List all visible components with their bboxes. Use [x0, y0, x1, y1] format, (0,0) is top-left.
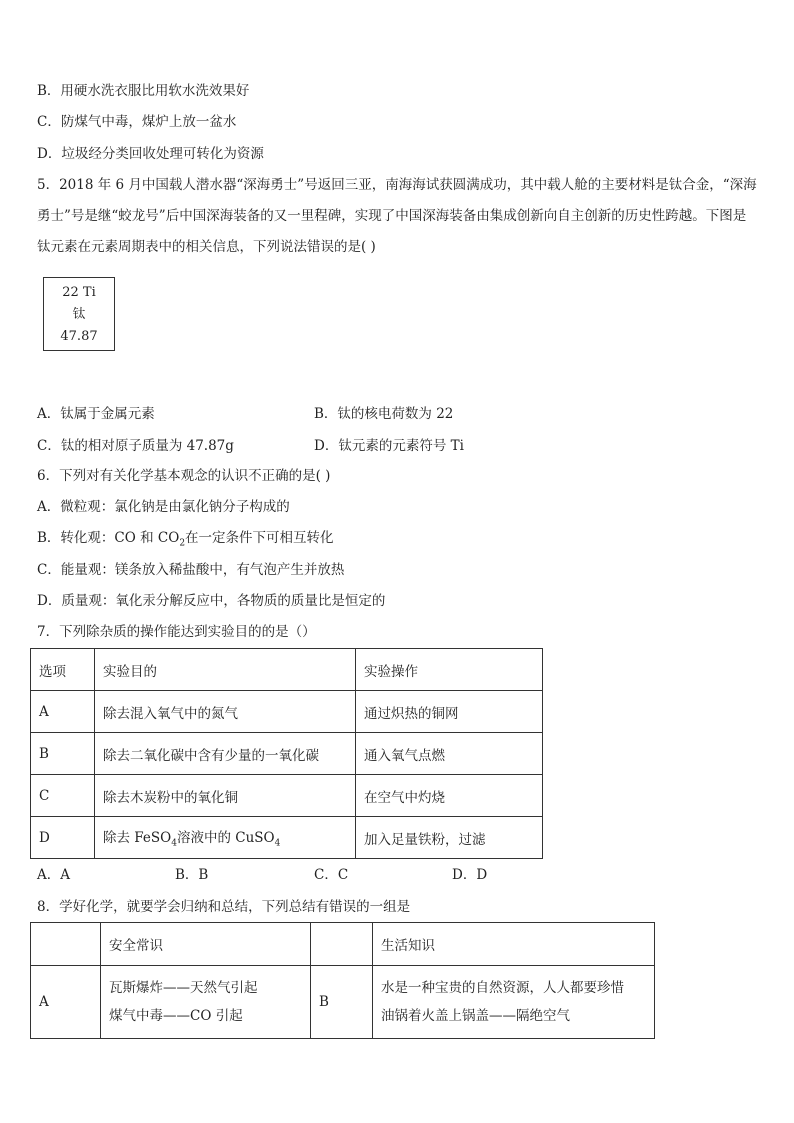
q6-option-c: C．能量观：镁条放入稀盐酸中，有气泡产生并放热	[37, 562, 345, 578]
header-goal: 实验目的	[95, 649, 356, 691]
row-option: C	[31, 775, 95, 817]
table-row	[31, 691, 543, 733]
row-label-a: A	[31, 966, 101, 1039]
q7-answer-a: A．A	[37, 867, 70, 883]
row-a-content	[101, 966, 311, 1039]
q7-answer-b: B．B	[175, 867, 209, 883]
q7-table	[30, 648, 543, 859]
header-safety: 安全常识	[101, 923, 311, 966]
titanium-element-box	[43, 277, 115, 351]
row-operation: 在空气中灼烧	[356, 775, 543, 817]
q6-option-a: A．微粒观：氯化钠是由氯化钠分子构成的	[37, 499, 290, 515]
q5-option-b: B．钛的核电荷数为 22	[314, 406, 454, 422]
table-row	[31, 817, 543, 859]
q8-stem: 8．学好化学，就要学会归纳和总结，下列总结有错误的一组是	[37, 899, 411, 915]
row-goal	[95, 817, 356, 859]
row-b-line: 水是一种宝贵的自然资源，人人都要珍惜	[381, 980, 624, 996]
row-b-content	[373, 966, 655, 1039]
header-life: 生活知识	[373, 923, 655, 966]
element-number-symbol: 22 Ti	[62, 285, 96, 300]
table-header-row	[31, 923, 655, 966]
row-option: A	[31, 691, 95, 733]
element-name: 钛	[72, 307, 86, 322]
q6-b-sub: 2	[179, 538, 186, 549]
q6-option-b	[37, 528, 334, 554]
row-goal: 除去二氧化碳中含有少量的一氧化碳	[95, 733, 356, 775]
header-blank	[311, 923, 373, 966]
option-d: D．垃圾经分类回收处理可转化为资源	[37, 146, 264, 162]
table-header-row	[31, 649, 543, 691]
q5-option-c: C．钛的相对原子质量为 47.87g	[37, 438, 234, 454]
q6-option-d: D．质量观：氧化汞分解反应中，各物质的质量比是恒定的	[37, 593, 386, 609]
q5-stem: 5．2018 年 6 月中国载人潜水器“深海勇士”号返回三亚，南海海试获圆满成功，其中载人舱的主要材料是钛合金，“深海勇士”号是继“蛟龙号”后中国深海装备的又一里程碑，实现了中国深海装备由集成创新向自主创新的历史性跨越。下图是钛元素在元素周期表中的相关信息，下列说法错误的是( )	[37, 177, 757, 255]
goal-pre: 除去 FeSO	[103, 830, 172, 847]
q6-stem: 6．下列对有关化学基本观念的认识不正确的是( )	[37, 468, 331, 484]
q7-answer-d: D．D	[452, 867, 488, 883]
row-operation: 加入足量铁粉，过滤	[356, 817, 543, 859]
row-option: B	[31, 733, 95, 775]
row-label-b: B	[311, 966, 373, 1039]
option-b: B．用硬水洗衣服比用软水洗效果好	[37, 83, 250, 99]
q7-stem: 7．下列除杂质的操作能达到实验目的的是（）	[37, 624, 316, 640]
header-operation: 实验操作	[356, 649, 543, 691]
row-option: D	[31, 817, 95, 859]
row-operation: 通过炽热的铜网	[356, 691, 543, 733]
row-a-line: 瓦斯爆炸——天然气引起	[109, 980, 258, 996]
goal-mid: 溶液中的 CuSO	[176, 830, 275, 847]
goal-sub: 4	[274, 838, 281, 849]
row-b-line: 油锅着火盖上锅盖——隔绝空气	[381, 1008, 570, 1024]
q6-b-pre: B．转化观：CO 和 CO	[37, 530, 180, 546]
goal-sub: 4	[171, 838, 177, 849]
header-blank	[31, 923, 101, 966]
table-row	[31, 775, 543, 817]
q5-option-d: D．钛元素的元素符号 Ti	[314, 438, 464, 454]
element-mass: 47.87	[60, 329, 98, 344]
table-row	[31, 966, 655, 1039]
option-c: C．防煤气中毒，煤炉上放一盆水	[37, 114, 237, 130]
header-option: 选项	[31, 649, 95, 691]
row-goal: 除去木炭粉中的氧化铜	[95, 775, 356, 817]
q5-option-a: A．钛属于金属元素	[37, 406, 155, 422]
q8-table	[30, 922, 655, 1039]
row-goal: 除去混入氧气中的氮气	[95, 691, 356, 733]
row-operation: 通入氧气点燃	[356, 733, 543, 775]
table-row	[31, 733, 543, 775]
q6-b-post: 在一定条件下可相互转化	[185, 530, 334, 546]
q7-answer-c: C．C	[314, 867, 349, 883]
row-a-line: 煤气中毒——CO 引起	[109, 1008, 243, 1024]
